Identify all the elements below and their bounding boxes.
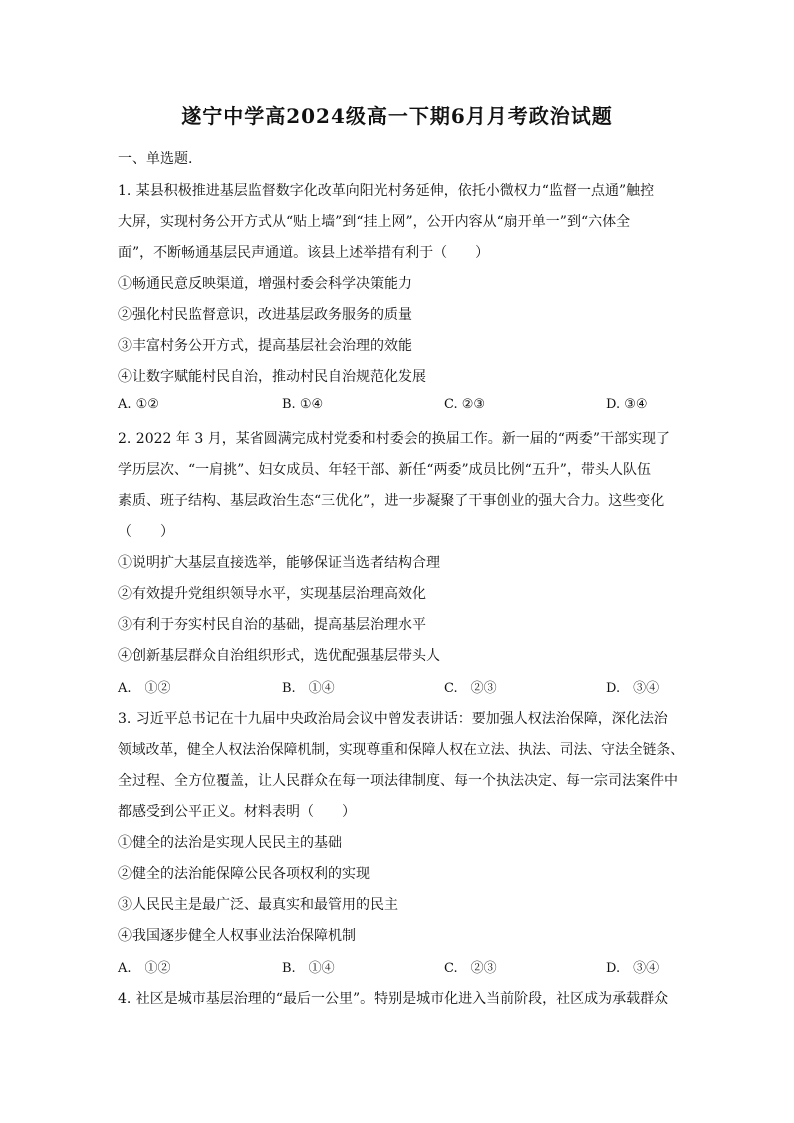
question-3-statement-1: ①健全的法治是实现人民民主的基础 [118,835,342,851]
question-1-option-c: C. ②③ [444,397,486,412]
question-2-option-c: C. ②③ [444,681,497,696]
question-1-option-d: D. ③④ [606,397,648,412]
question-2-line-3: 素质、班子结构、基层政治生态“三优化”，进一步凝聚了干事创业的强大合力。这些变化 [118,493,665,509]
question-1-statement-2: ②强化村民监督意识，改进基层政务服务的质量 [118,307,412,323]
question-3-line-2: 领域改革，健全人权法治保障机制，实现尊重和保障人权在立法、执法、司法、守法全链条、 [118,742,684,758]
question-1-statement-1: ①畅通民意反映渠道，增强村委会科学决策能力 [118,276,412,292]
question-2-option-d: D. ③④ [606,681,660,696]
question-2-statement-4: ④创新基层群众自治组织形式，选优配强基层带头人 [118,648,440,664]
question-3-statement-4: ④我国逐步健全人权事业法治保障机制 [118,928,356,944]
question-1-option-b: B. ①④ [282,397,324,412]
question-2-line-1: 2. 2022 年 3 月，某省圆满完成村党委和村委会的换届工作。新一届的“两委”干部实现了 [118,431,671,447]
question-1-line-1: 1. 某县积极推进基层监督数字化改革向阳光村务延伸，依托小微权力“监督一点通”触控 [118,183,655,199]
question-3-statement-2: ②健全的法治能保障公民各项权利的实现 [118,866,370,882]
question-1-option-a: A. ①② [118,397,159,412]
question-1-statement-4: ④让数字赋能村民自治，推动村民自治规范化发展 [118,369,426,385]
section-heading: 一、单选题. [118,151,193,167]
question-2-line-2: 学历层次、“一肩挑”、妇女成员、年轻干部、新任“两委”成员比例“五升”，带头人队伍 [118,462,651,478]
question-1-statement-3: ③丰富村务公开方式，提高基层社会治理的效能 [118,338,412,354]
question-2-statement-3: ③有利于夯实村民自治的基础，提高基层治理水平 [118,617,426,633]
question-3-statement-3: ③人民民主是最广泛、最真实和最管用的民主 [118,897,398,913]
question-2-option-b: B. ①④ [282,681,335,696]
question-3-line-1: 3. 习近平总书记在十九届中央政治局会议中曾发表讲话：要加强人权法治保障，深化法治 [118,711,668,727]
question-3-option-a: A. ①② [118,961,171,976]
question-3-option-b: B. ①④ [282,961,335,976]
question-2-statement-1: ①说明扩大基层直接选举，能够保证当选者结构合理 [118,555,440,571]
page-title: 遂宁中学高2024级高一下期6月月考政治试题 [181,104,613,128]
question-3-line-3: 全过程、全方位覆盖，让人民群众在每一项法律制度、每一个执法决定、每一宗司法案件中 [118,773,678,789]
question-3-line-4: 都感受到公平正义。材料表明（ ） [118,804,356,820]
question-1-line-2: 大屏，实现村务公开方式从“贴上墙”到“挂上网”，公开内容从“扇开单一”到“六体全 [118,214,631,230]
question-2-statement-2: ②有效提升党组织领导水平，实现基层治理高效化 [118,586,426,602]
question-2-line-4: （ ） [118,524,174,540]
question-4-line-1: 4. 社区是城市基层治理的“最后一公里”。特别是城市化进入当前阶段，社区成为承载群众 [118,991,669,1007]
question-2-option-a: A. ①② [118,681,171,696]
question-3-option-d: D. ③④ [606,961,660,976]
question-3-option-c: C. ②③ [444,961,497,976]
question-1-line-3: 面”，不断畅通基层民声通道。该县上述举措有利于（ ） [118,245,490,261]
